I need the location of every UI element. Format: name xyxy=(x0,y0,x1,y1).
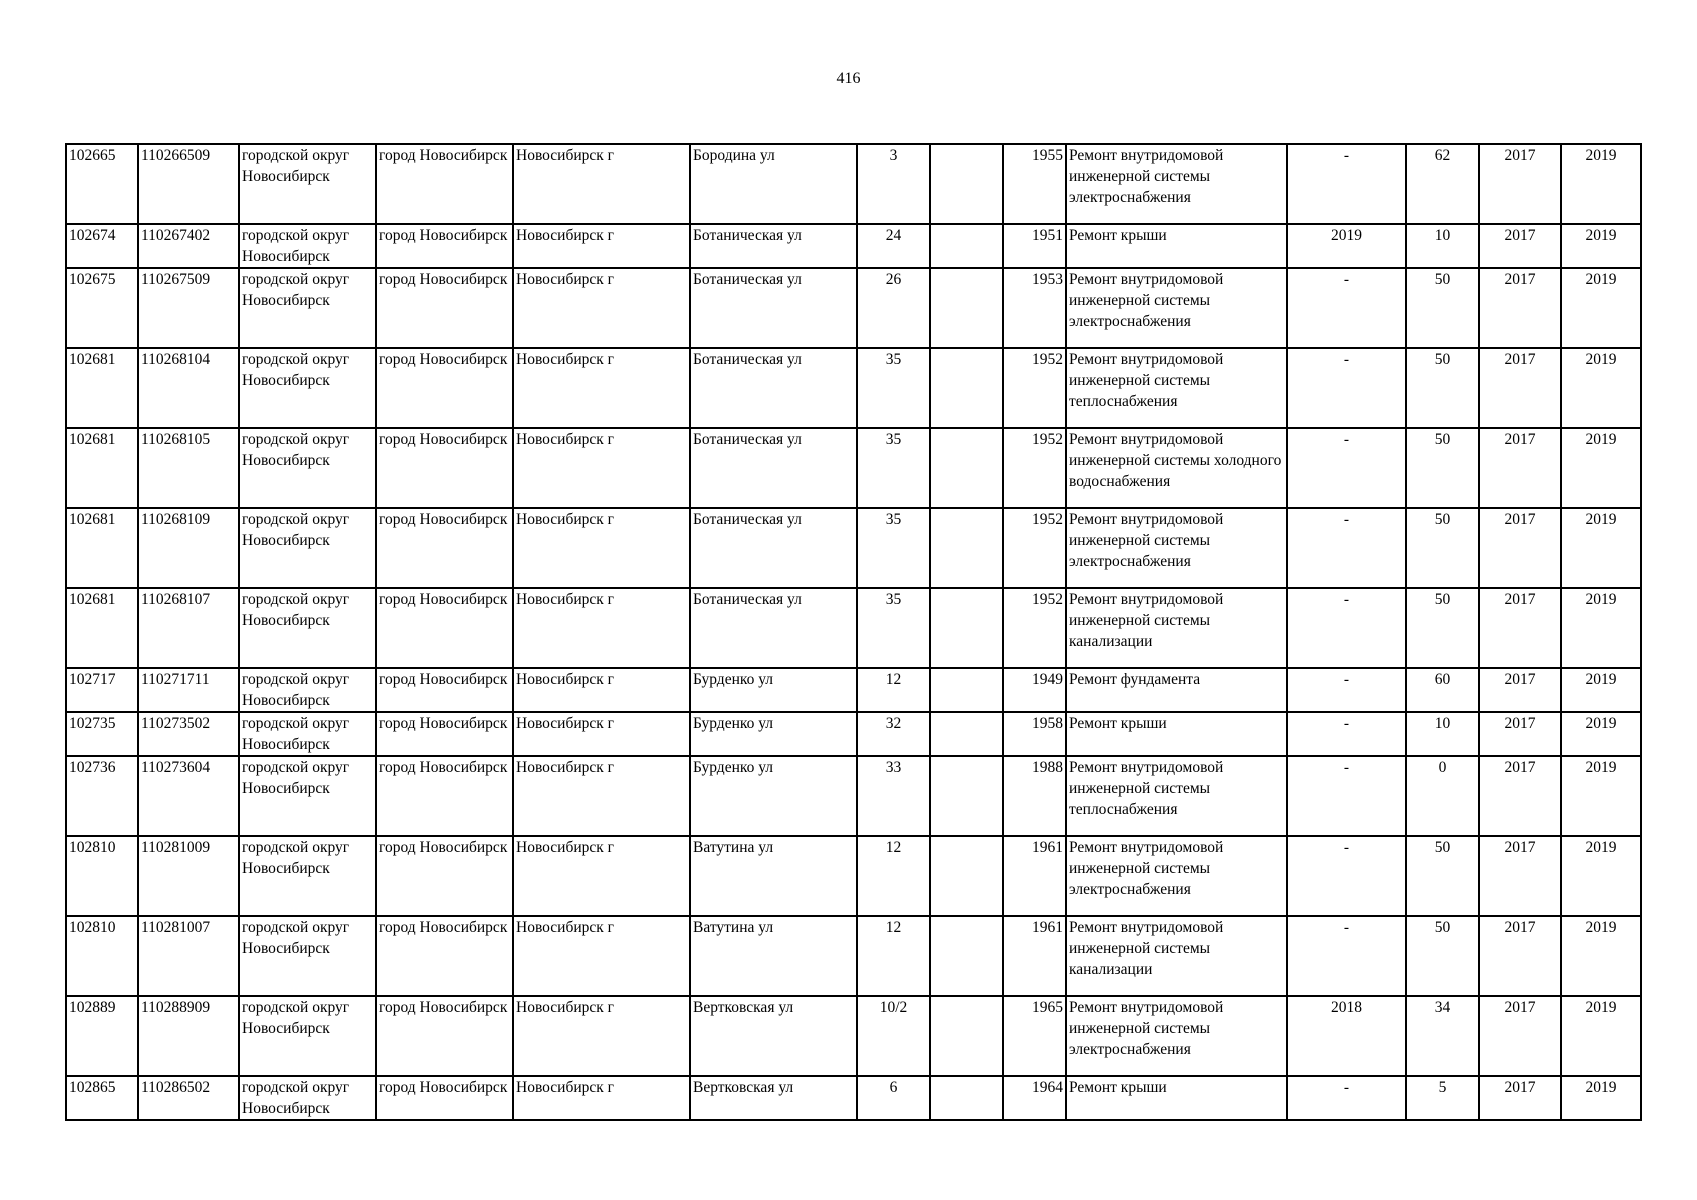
cell-municipal-district: городской округ Новосибирск xyxy=(239,428,376,508)
cell-work-type: Ремонт внутридомовой инженерной системы канализации xyxy=(1066,916,1287,996)
cell-year-built: 1965 xyxy=(1003,996,1066,1076)
cell-work-type: Ремонт внутридомовой инженерной системы теплоснабжения xyxy=(1066,756,1287,836)
page-number: 416 xyxy=(836,70,861,87)
cell-last-repair-year: 2018 xyxy=(1287,996,1406,1076)
cell-house-id: 102675 xyxy=(66,268,138,348)
cell-settlement: город Новосибирск xyxy=(376,348,513,428)
cell-element-code: 110268105 xyxy=(138,428,239,508)
table-row xyxy=(66,996,1641,1076)
cell-building xyxy=(930,508,1003,588)
cell-city: Новосибирск г xyxy=(513,428,690,508)
cell-work-type: Ремонт внутридомовой инженерной системы холодного водоснабжения xyxy=(1066,428,1287,508)
cell-city: Новосибирск г xyxy=(513,268,690,348)
cell-plan-end: 2019 xyxy=(1561,428,1641,508)
table-row xyxy=(66,508,1641,588)
cell-plan-end: 2019 xyxy=(1561,588,1641,668)
table-row xyxy=(66,712,1641,756)
cell-plan-start: 2017 xyxy=(1479,268,1561,348)
cell-wear-percent: 50 xyxy=(1406,268,1479,348)
cell-plan-start: 2017 xyxy=(1479,588,1561,668)
cell-wear-percent: 10 xyxy=(1406,224,1479,268)
cell-plan-end: 2019 xyxy=(1561,668,1641,712)
cell-settlement: город Новосибирск xyxy=(376,668,513,712)
cell-plan-start: 2017 xyxy=(1479,668,1561,712)
cell-house-id: 102681 xyxy=(66,588,138,668)
cell-last-repair-year: - xyxy=(1287,428,1406,508)
cell-plan-start: 2017 xyxy=(1479,756,1561,836)
cell-plan-start: 2017 xyxy=(1479,836,1561,916)
cell-element-code: 110266509 xyxy=(138,144,239,224)
cell-city: Новосибирск г xyxy=(513,348,690,428)
cell-building xyxy=(930,348,1003,428)
cell-street: Бурденко ул xyxy=(690,668,857,712)
cell-house-number: 12 xyxy=(857,836,930,916)
cell-year-built: 1952 xyxy=(1003,348,1066,428)
cell-wear-percent: 50 xyxy=(1406,588,1479,668)
cell-year-built: 1949 xyxy=(1003,668,1066,712)
cell-city: Новосибирск г xyxy=(513,508,690,588)
cell-year-built: 1953 xyxy=(1003,268,1066,348)
cell-plan-end: 2019 xyxy=(1561,836,1641,916)
cell-house-id: 102674 xyxy=(66,224,138,268)
cell-municipal-district: городской округ Новосибирск xyxy=(239,668,376,712)
cell-year-built: 1964 xyxy=(1003,1076,1066,1120)
cell-building xyxy=(930,916,1003,996)
cell-house-number: 10/2 xyxy=(857,996,930,1076)
cell-plan-end: 2019 xyxy=(1561,508,1641,588)
cell-element-code: 110267509 xyxy=(138,268,239,348)
cell-plan-start: 2017 xyxy=(1479,348,1561,428)
cell-work-type: Ремонт крыши xyxy=(1066,224,1287,268)
table-row xyxy=(66,588,1641,668)
cell-street: Ботаническая ул xyxy=(690,268,857,348)
cell-city: Новосибирск г xyxy=(513,668,690,712)
cell-wear-percent: 62 xyxy=(1406,144,1479,224)
cell-house-id: 102810 xyxy=(66,916,138,996)
table-row xyxy=(66,144,1641,224)
cell-house-number: 35 xyxy=(857,348,930,428)
cell-last-repair-year: - xyxy=(1287,756,1406,836)
table-row xyxy=(66,428,1641,508)
cell-street: Ботаническая ул xyxy=(690,348,857,428)
cell-municipal-district: городской округ Новосибирск xyxy=(239,348,376,428)
cell-house-id: 102681 xyxy=(66,428,138,508)
cell-wear-percent: 60 xyxy=(1406,668,1479,712)
cell-street: Ботаническая ул xyxy=(690,224,857,268)
cell-last-repair-year: - xyxy=(1287,588,1406,668)
cell-plan-end: 2019 xyxy=(1561,712,1641,756)
cell-last-repair-year: - xyxy=(1287,268,1406,348)
cell-settlement: город Новосибирск xyxy=(376,916,513,996)
cell-element-code: 110271711 xyxy=(138,668,239,712)
cell-year-built: 1952 xyxy=(1003,588,1066,668)
table-row xyxy=(66,224,1641,268)
cell-plan-start: 2017 xyxy=(1479,508,1561,588)
cell-municipal-district: городской округ Новосибирск xyxy=(239,268,376,348)
cell-house-id: 102736 xyxy=(66,756,138,836)
table-row xyxy=(66,1076,1641,1120)
table-row xyxy=(66,836,1641,916)
cell-house-id: 102865 xyxy=(66,1076,138,1120)
cell-wear-percent: 10 xyxy=(1406,712,1479,756)
cell-element-code: 110268107 xyxy=(138,588,239,668)
cell-settlement: город Новосибирск xyxy=(376,588,513,668)
cell-city: Новосибирск г xyxy=(513,224,690,268)
cell-house-id: 102735 xyxy=(66,712,138,756)
cell-plan-end: 2019 xyxy=(1561,144,1641,224)
cell-house-id: 102889 xyxy=(66,996,138,1076)
cell-settlement: город Новосибирск xyxy=(376,508,513,588)
cell-last-repair-year: - xyxy=(1287,836,1406,916)
cell-last-repair-year: - xyxy=(1287,712,1406,756)
cell-municipal-district: городской округ Новосибирск xyxy=(239,1076,376,1120)
cell-city: Новосибирск г xyxy=(513,916,690,996)
cell-element-code: 110268104 xyxy=(138,348,239,428)
cell-house-id: 102681 xyxy=(66,508,138,588)
cell-municipal-district: городской округ Новосибирск xyxy=(239,508,376,588)
cell-element-code: 110281007 xyxy=(138,916,239,996)
cell-street: Бородина ул xyxy=(690,144,857,224)
cell-city: Новосибирск г xyxy=(513,144,690,224)
cell-city: Новосибирск г xyxy=(513,836,690,916)
cell-plan-start: 2017 xyxy=(1479,712,1561,756)
cell-settlement: город Новосибирск xyxy=(376,144,513,224)
cell-house-id: 102665 xyxy=(66,144,138,224)
cell-element-code: 110268109 xyxy=(138,508,239,588)
cell-municipal-district: городской округ Новосибирск xyxy=(239,756,376,836)
cell-city: Новосибирск г xyxy=(513,756,690,836)
cell-house-number: 32 xyxy=(857,712,930,756)
table-body xyxy=(66,144,1641,1120)
cell-settlement: город Новосибирск xyxy=(376,268,513,348)
cell-element-code: 110286502 xyxy=(138,1076,239,1120)
table-row xyxy=(66,268,1641,348)
cell-settlement: город Новосибирск xyxy=(376,1076,513,1120)
cell-city: Новосибирск г xyxy=(513,588,690,668)
cell-municipal-district: городской округ Новосибирск xyxy=(239,916,376,996)
cell-settlement: город Новосибирск xyxy=(376,756,513,836)
cell-building xyxy=(930,712,1003,756)
cell-street: Ватутина ул xyxy=(690,916,857,996)
cell-year-built: 1961 xyxy=(1003,916,1066,996)
cell-plan-end: 2019 xyxy=(1561,756,1641,836)
cell-settlement: город Новосибирск xyxy=(376,712,513,756)
cell-work-type: Ремонт крыши xyxy=(1066,1076,1287,1120)
cell-building xyxy=(930,224,1003,268)
cell-house-number: 12 xyxy=(857,668,930,712)
cell-city: Новосибирск г xyxy=(513,996,690,1076)
cell-last-repair-year: - xyxy=(1287,144,1406,224)
cell-element-code: 110288909 xyxy=(138,996,239,1076)
cell-year-built: 1952 xyxy=(1003,508,1066,588)
cell-building xyxy=(930,836,1003,916)
cell-year-built: 1952 xyxy=(1003,428,1066,508)
cell-last-repair-year: 2019 xyxy=(1287,224,1406,268)
cell-street: Вертковская ул xyxy=(690,996,857,1076)
cell-year-built: 1951 xyxy=(1003,224,1066,268)
cell-work-type: Ремонт крыши xyxy=(1066,712,1287,756)
cell-street: Бурденко ул xyxy=(690,756,857,836)
cell-wear-percent: 50 xyxy=(1406,916,1479,996)
cell-last-repair-year: - xyxy=(1287,348,1406,428)
cell-wear-percent: 50 xyxy=(1406,348,1479,428)
cell-settlement: город Новосибирск xyxy=(376,224,513,268)
cell-settlement: город Новосибирск xyxy=(376,836,513,916)
cell-year-built: 1961 xyxy=(1003,836,1066,916)
cell-last-repair-year: - xyxy=(1287,668,1406,712)
cell-building xyxy=(930,428,1003,508)
cell-work-type: Ремонт фундамента xyxy=(1066,668,1287,712)
cell-work-type: Ремонт внутридомовой инженерной системы электроснабжения xyxy=(1066,836,1287,916)
cell-plan-end: 2019 xyxy=(1561,916,1641,996)
table-row xyxy=(66,348,1641,428)
cell-street: Вертковская ул xyxy=(690,1076,857,1120)
cell-last-repair-year: - xyxy=(1287,508,1406,588)
cell-plan-start: 2017 xyxy=(1479,1076,1561,1120)
cell-wear-percent: 0 xyxy=(1406,756,1479,836)
cell-element-code: 110281009 xyxy=(138,836,239,916)
cell-plan-start: 2017 xyxy=(1479,144,1561,224)
cell-building xyxy=(930,668,1003,712)
cell-city: Новосибирск г xyxy=(513,712,690,756)
cell-work-type: Ремонт внутридомовой инженерной системы канализации xyxy=(1066,588,1287,668)
cell-plan-end: 2019 xyxy=(1561,224,1641,268)
cell-plan-end: 2019 xyxy=(1561,348,1641,428)
cell-house-number: 12 xyxy=(857,916,930,996)
repair-program-table xyxy=(65,143,1642,1121)
cell-last-repair-year: - xyxy=(1287,916,1406,996)
cell-settlement: город Новосибирск xyxy=(376,428,513,508)
cell-house-number: 24 xyxy=(857,224,930,268)
cell-municipal-district: городской округ Новосибирск xyxy=(239,224,376,268)
cell-last-repair-year: - xyxy=(1287,1076,1406,1120)
cell-municipal-district: городской округ Новосибирск xyxy=(239,712,376,756)
cell-municipal-district: городской округ Новосибирск xyxy=(239,144,376,224)
cell-plan-start: 2017 xyxy=(1479,996,1561,1076)
cell-municipal-district: городской округ Новосибирск xyxy=(239,996,376,1076)
cell-wear-percent: 50 xyxy=(1406,508,1479,588)
cell-house-number: 26 xyxy=(857,268,930,348)
cell-building xyxy=(930,1076,1003,1120)
cell-year-built: 1988 xyxy=(1003,756,1066,836)
cell-work-type: Ремонт внутридомовой инженерной системы электроснабжения xyxy=(1066,508,1287,588)
cell-plan-start: 2017 xyxy=(1479,428,1561,508)
cell-street: Ботаническая ул xyxy=(690,508,857,588)
cell-work-type: Ремонт внутридомовой инженерной системы теплоснабжения xyxy=(1066,348,1287,428)
cell-street: Ватутина ул xyxy=(690,836,857,916)
cell-year-built: 1958 xyxy=(1003,712,1066,756)
cell-municipal-district: городской округ Новосибирск xyxy=(239,836,376,916)
cell-house-number: 3 xyxy=(857,144,930,224)
cell-plan-end: 2019 xyxy=(1561,1076,1641,1120)
cell-plan-start: 2017 xyxy=(1479,916,1561,996)
table-row xyxy=(66,916,1641,996)
cell-street: Ботаническая ул xyxy=(690,588,857,668)
cell-settlement: город Новосибирск xyxy=(376,996,513,1076)
cell-element-code: 110267402 xyxy=(138,224,239,268)
cell-city: Новосибирск г xyxy=(513,1076,690,1120)
cell-house-number: 35 xyxy=(857,428,930,508)
cell-building xyxy=(930,996,1003,1076)
cell-wear-percent: 34 xyxy=(1406,996,1479,1076)
cell-wear-percent: 50 xyxy=(1406,836,1479,916)
cell-building xyxy=(930,588,1003,668)
table-row xyxy=(66,756,1641,836)
cell-house-number: 33 xyxy=(857,756,930,836)
cell-municipal-district: городской округ Новосибирск xyxy=(239,588,376,668)
cell-plan-end: 2019 xyxy=(1561,996,1641,1076)
cell-house-id: 102717 xyxy=(66,668,138,712)
cell-house-id: 102681 xyxy=(66,348,138,428)
cell-plan-end: 2019 xyxy=(1561,268,1641,348)
cell-building xyxy=(930,756,1003,836)
cell-street: Бурденко ул xyxy=(690,712,857,756)
cell-work-type: Ремонт внутридомовой инженерной системы электроснабжения xyxy=(1066,996,1287,1076)
cell-street: Ботаническая ул xyxy=(690,428,857,508)
cell-plan-start: 2017 xyxy=(1479,224,1561,268)
cell-work-type: Ремонт внутридомовой инженерной системы электроснабжения xyxy=(1066,144,1287,224)
cell-element-code: 110273502 xyxy=(138,712,239,756)
cell-house-number: 35 xyxy=(857,508,930,588)
cell-building xyxy=(930,268,1003,348)
table-row xyxy=(66,668,1641,712)
cell-house-id: 102810 xyxy=(66,836,138,916)
cell-element-code: 110273604 xyxy=(138,756,239,836)
cell-house-number: 6 xyxy=(857,1076,930,1120)
cell-building xyxy=(930,144,1003,224)
cell-work-type: Ремонт внутридомовой инженерной системы электроснабжения xyxy=(1066,268,1287,348)
cell-wear-percent: 50 xyxy=(1406,428,1479,508)
cell-wear-percent: 5 xyxy=(1406,1076,1479,1120)
cell-house-number: 35 xyxy=(857,588,930,668)
cell-year-built: 1955 xyxy=(1003,144,1066,224)
